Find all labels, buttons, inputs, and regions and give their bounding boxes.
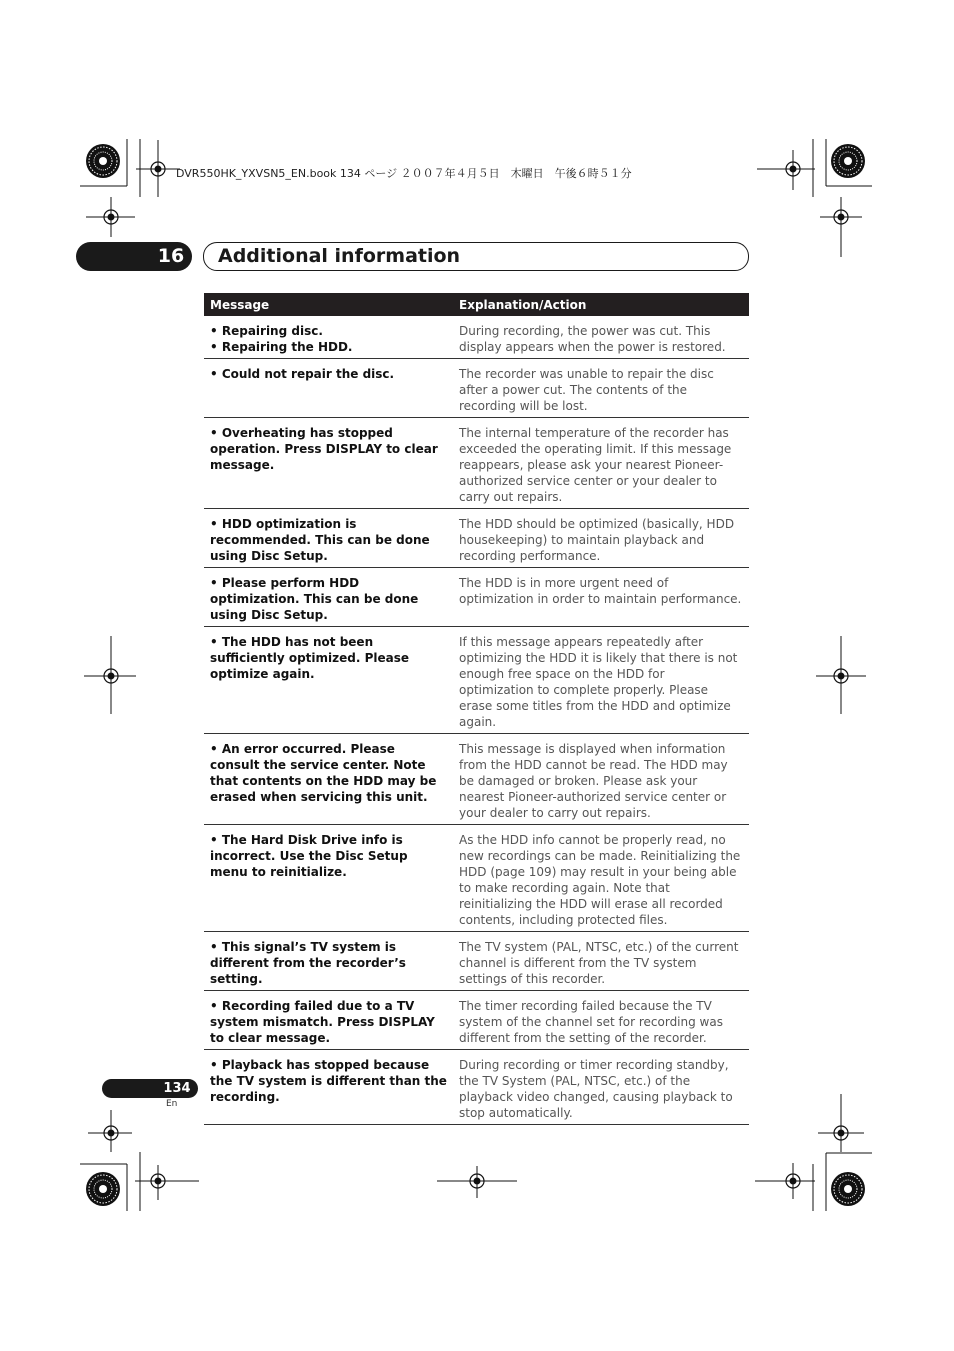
crop-mark-bottom-left [80,1152,140,1211]
explanation-cell: The HDD should be optimized (basically, HDD housekeeping) to maintain playback and recording performance. [453,509,749,568]
page-number: 134 [163,1081,191,1096]
table-row [204,627,749,734]
explanation-cell: During recording or timer recording standby, the TV System (PAL, NTSC, etc.) of the playback video changed, causing playback to stop automatically. [453,1050,749,1125]
message-cell [204,825,453,932]
table-row [204,991,749,1050]
table-row [204,825,749,932]
table-row [204,509,749,568]
table-row [204,316,749,359]
explanation-cell: During recording, the power was cut. This display appears when the power is restored. [453,316,749,359]
message-cell [204,568,453,627]
message-cell [204,418,453,509]
message-text: • Recording failed due to a TV system mismatch. Press DISPLAY to clear message. [210,999,435,1045]
message-text: • Could not repair the disc. [210,367,395,381]
crop-mark-top-left [80,139,140,197]
message-cell [204,627,453,734]
chapter-title-bar [203,242,749,271]
crop-mark-bottom-right [813,1153,872,1211]
message-text: • HDD optimization is recommended. This can be done using Disc Setup. [210,517,430,563]
message-text: • Playback has stopped because the TV system is different than the recording. [210,1058,447,1104]
message-cell [204,316,453,359]
message-table [204,293,749,1125]
explanation-cell: The timer recording failed because the TV system of the channel set for recording was different from the setting of the recorder. [453,991,749,1050]
message-cell [204,509,453,568]
explanation-cell: The HDD is in more urgent need of optimization in order to maintain performance. [453,568,749,627]
message-cell [204,359,453,418]
message-text: • The HDD has not been sufficiently optimized. Please optimize again. [210,635,410,681]
message-text: • Overheating has stopped operation. Press DISPLAY to clear message. [210,426,438,472]
table-header-row [204,293,749,316]
message-cell [204,734,453,825]
page-language: En [166,1099,178,1109]
message-text: • Please perform HDD optimization. This can be done using Disc Setup. [210,576,419,622]
message-text: • Repairing disc. [210,324,323,338]
column-header-explanation: Explanation/Action [453,293,749,316]
message-text: • This signal’s TV system is different from the recorder’s setting. [210,940,406,986]
explanation-cell: As the HDD info cannot be properly read, no new recordings can be made. Reinitializing the HDD (page 109) may result in your being able to make recording again. Note that reinitializing the HDD will erase all recorded contents, including protected files. [453,825,749,932]
table-row [204,359,749,418]
message-cell [204,932,453,991]
chapter-number: 16 [157,245,185,267]
print-file-info: DVR550HK_YXVSN5_EN.book 134 ページ ２００７年４月５日 木曜日 午後６時５１分 [176,167,632,180]
table-row [204,734,749,825]
explanation-cell: If this message appears repeatedly after optimizing the HDD it is likely that there is not enough free space on the HDD for optimization to complete properly. Please erase some titles from the HDD and optimize again. [453,627,749,734]
explanation-cell: This message is displayed when information from the HDD cannot be read. The HDD may be damaged or broken. Please ask your nearest Pioneer-authorized service center or your dealer to carry out repairs. [453,734,749,825]
message-text: • An error occurred. Please consult the service center. Note that contents on the HDD may be erased when servicing this unit. [210,742,437,804]
message-cell [204,991,453,1050]
explanation-cell: The recorder was unable to repair the disc after a power cut. The contents of the recording will be lost. [453,359,749,418]
message-text: • The Hard Disk Drive info is incorrect. Use the Disc Setup menu to reinitialize. [210,833,408,879]
table-row [204,1050,749,1125]
explanation-cell: The internal temperature of the recorder has exceeded the operating limit. If this message reappears, please ask your nearest Pioneer-authorized service center or your dealer to carry out repairs. [453,418,749,509]
chapter-title: Additional information [218,245,461,267]
explanation-cell: The TV system (PAL, NTSC, etc.) of the current channel is different from the TV system settings of this recorder. [453,932,749,991]
table-row [204,932,749,991]
table-row [204,568,749,627]
message-cell [204,1050,453,1125]
message-text: • Repairing the HDD. [210,340,353,354]
column-header-message: Message [204,293,453,316]
table-row [204,418,749,509]
crop-mark-top-right [813,139,872,197]
